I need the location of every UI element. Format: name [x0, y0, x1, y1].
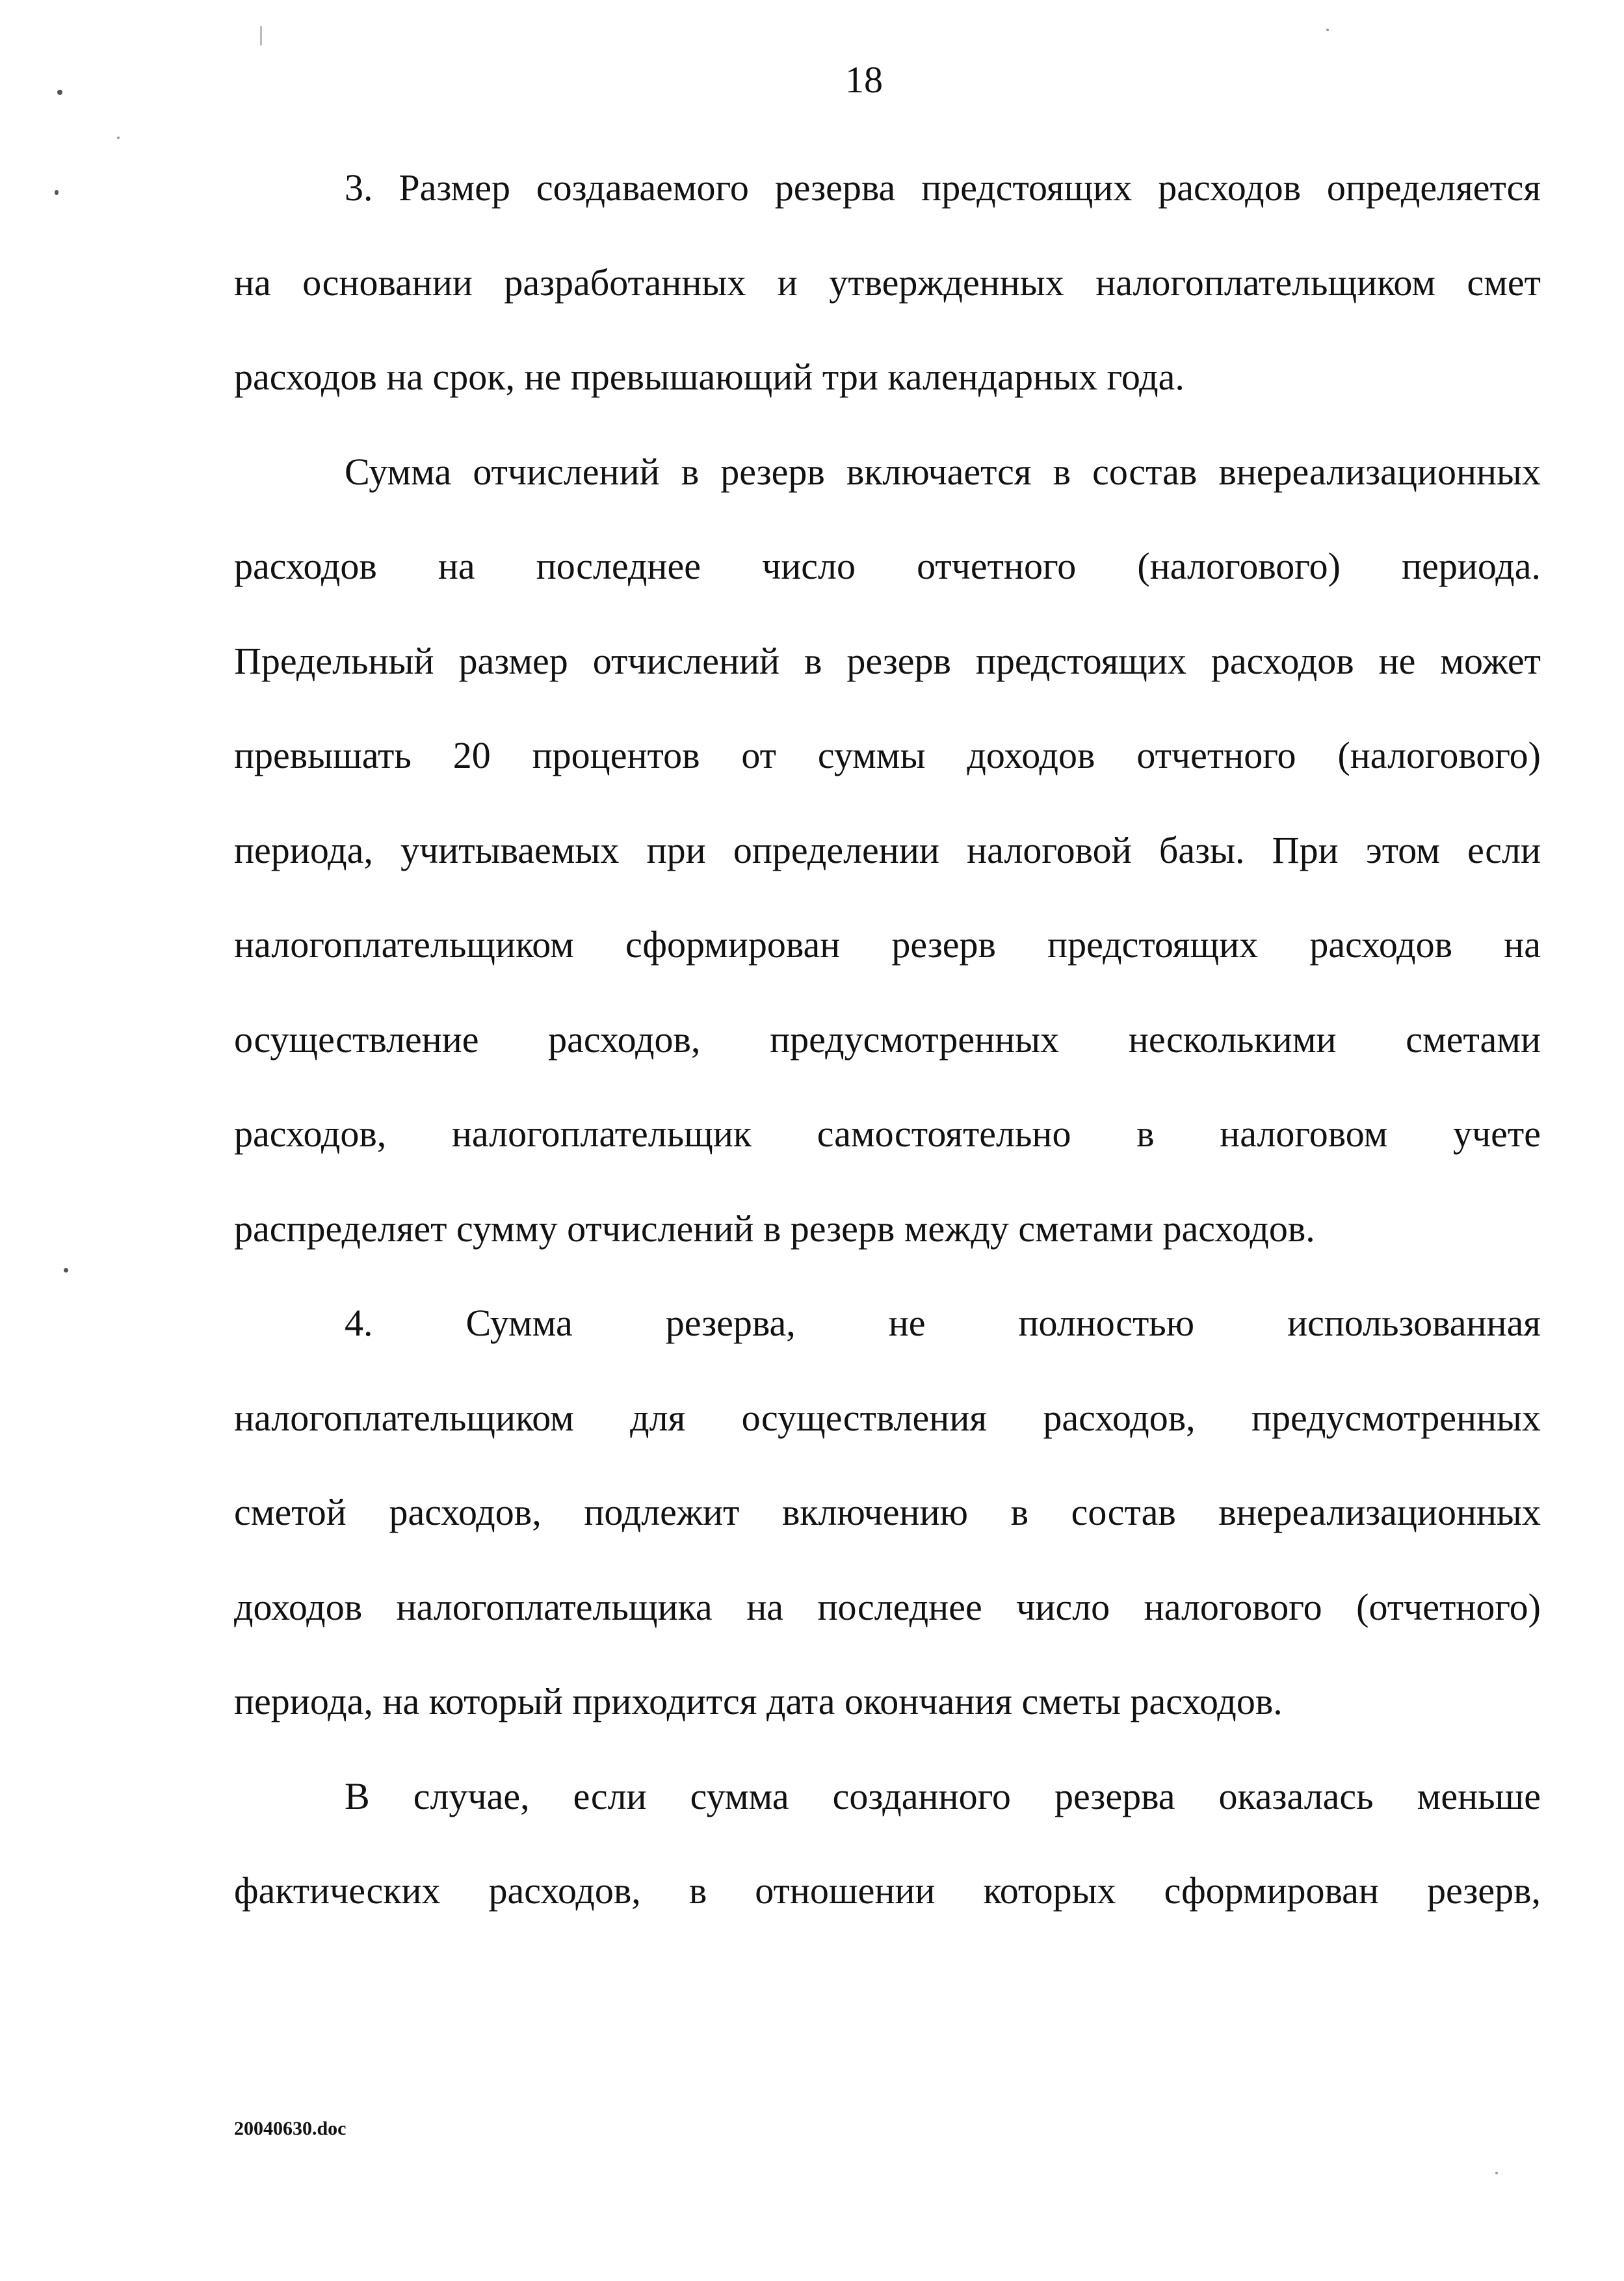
text-line: налогоплательщиком сформирован резерв предстоящих расходов на: [234, 923, 1541, 966]
text-line: расходов на срок, не превышающий три календарных года.: [234, 356, 1185, 398]
text-line: Сумма отчислений в резерв включается в состав внереализационных: [345, 450, 1541, 493]
text-line: 4. Сумма резерва, не полностью использованная: [345, 1302, 1541, 1344]
text-line: доходов налогоплательщика на последнее число налогового (отчетного): [234, 1585, 1541, 1628]
scan-speck: [1326, 29, 1329, 31]
scan-speck: [57, 90, 62, 95]
text-line: В случае, если сумма созданного резерва оказалась меньше: [345, 1774, 1541, 1817]
scan-speck: [64, 1268, 68, 1272]
paragraph: [234, 140, 1541, 425]
text-line: периода, на который приходится дата окончания сметы расходов.: [234, 1680, 1283, 1722]
text-line: сметой расходов, подлежит включению в состав внереализационных: [234, 1491, 1541, 1533]
scan-speck: [117, 137, 120, 139]
scan-speck: [260, 26, 262, 46]
text-line: Предельный размер отчислений в резерв предстоящих расходов не может: [234, 639, 1541, 682]
text-line: расходов на последнее число отчетного (налогового) периода.: [234, 545, 1541, 587]
paragraph: [234, 1276, 1541, 1749]
document-body: [234, 140, 1541, 1938]
text-line: на основании разработанных и утвержденных налогоплательщиком смет: [234, 261, 1541, 304]
scan-speck: [55, 190, 59, 195]
footer-file-name: 20040630.doc: [234, 2118, 347, 2139]
text-line: 3. Размер создаваемого резерва предстоящих расходов определяется: [345, 166, 1541, 209]
page-number: 18: [845, 59, 883, 101]
scan-speck: [1495, 2172, 1498, 2174]
text-line: периода, учитываемых при определении налоговой базы. При этом если: [234, 828, 1541, 871]
text-line: осуществление расходов, предусмотренных несколькими сметами: [234, 1018, 1541, 1061]
text-line: расходов, налогоплательщик самостоятельно в налоговом учете: [234, 1113, 1541, 1155]
text-line: распределяет сумму отчислений в резерв между сметами расходов.: [234, 1207, 1315, 1250]
paragraph: [234, 1749, 1541, 1938]
text-line: превышать 20 процентов от суммы доходов отчетного (налогового): [234, 734, 1541, 776]
text-line: фактических расходов, в отношении которых сформирован резерв,: [234, 1869, 1541, 1912]
paragraph: [234, 425, 1541, 1276]
text-line: налогоплательщиком для осуществления расходов, предусмотренных: [234, 1396, 1541, 1439]
